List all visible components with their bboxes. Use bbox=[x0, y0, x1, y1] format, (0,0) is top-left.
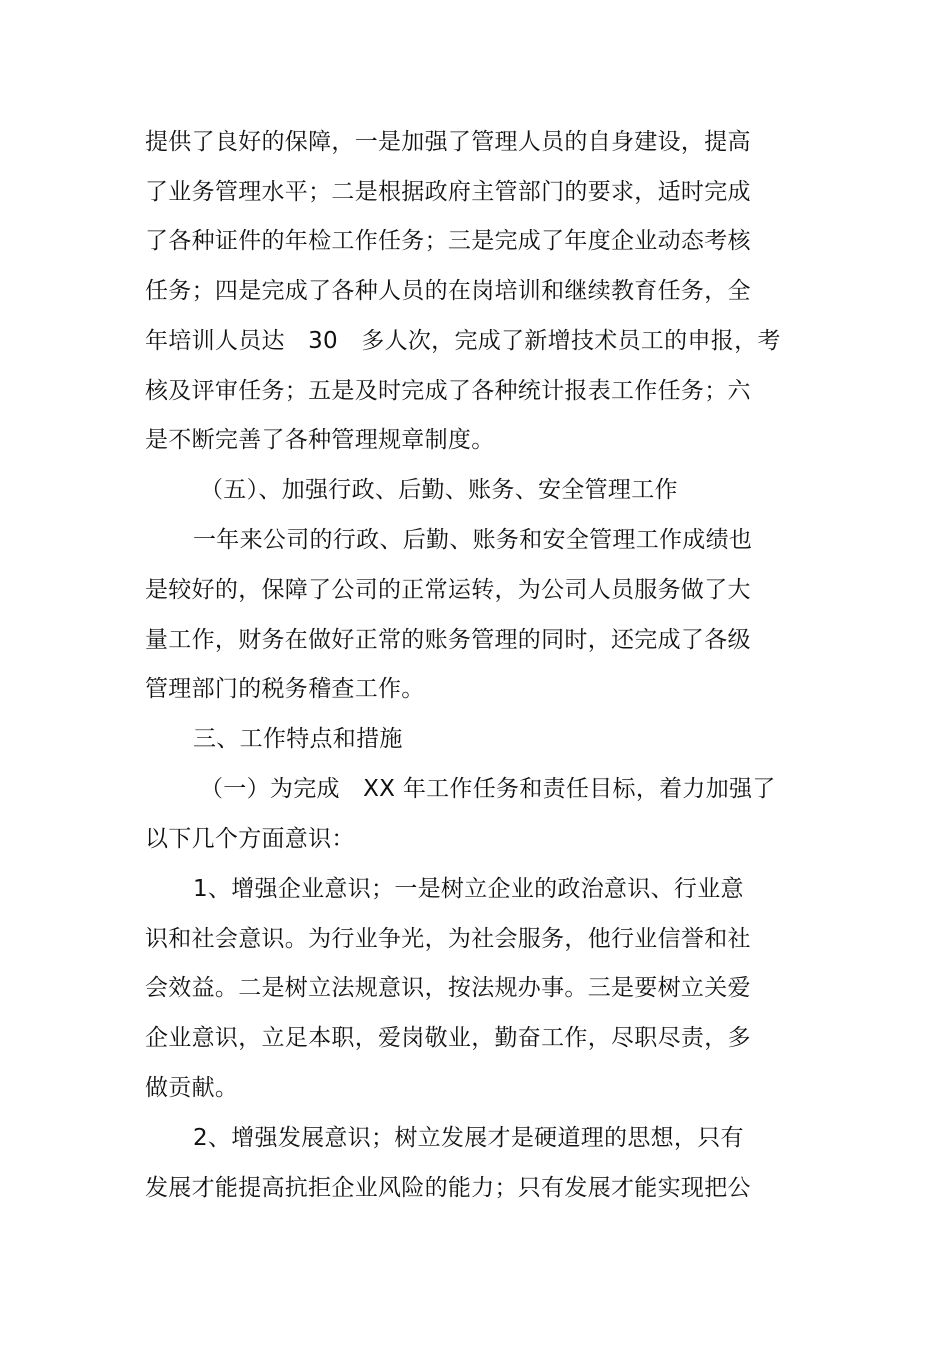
text-line: 会效益。二是树立法规意识，按法规办事。三是要树立关爱 bbox=[145, 975, 751, 1001]
text-line: 做贡献。 bbox=[145, 1075, 239, 1101]
text-line: 1、增强企业意识；一是树立企业的政治意识、行业意 bbox=[193, 876, 744, 902]
text-line: 了各种证件的年检工作任务；三是完成了年度企业动态考核 bbox=[145, 228, 751, 254]
text-line: 识和社会意识。为行业争光，为社会服务，他行业信誉和社 bbox=[145, 926, 751, 952]
section-heading: （五）、加强行政、后勤、账务、安全管理工作 bbox=[200, 477, 678, 503]
text-line: 提供了良好的保障，一是加强了管理人员的自身建设，提高 bbox=[145, 129, 751, 155]
section-heading: 三、工作特点和措施 bbox=[193, 726, 403, 752]
text-line: 是不断完善了各种管理规章制度。 bbox=[145, 427, 495, 453]
text-line: 一年来公司的行政、后勤、账务和安全管理工作成绩也 bbox=[193, 527, 753, 553]
text-line: 了业务管理水平；二是根据政府主管部门的要求，适时完成 bbox=[145, 179, 751, 205]
text-line: 任务；四是完成了各种人员的在岗培训和继续教育任务，全 bbox=[145, 278, 751, 304]
text-line: 发展才能提高抗拒企业风险的能力；只有发展才能实现把公 bbox=[145, 1175, 751, 1201]
text-line: 量工作，财务在做好正常的账务管理的同时，还完成了各级 bbox=[145, 627, 751, 653]
text-line: 核及评审任务；五是及时完成了各种统计报表工作任务；六 bbox=[145, 378, 751, 404]
text-line: 以下几个方面意识： bbox=[145, 826, 355, 852]
text-line: 2、增强发展意识；树立发展才是硬道理的思想，只有 bbox=[193, 1125, 744, 1151]
text-line: 年培训人员达 30 多人次，完成了新增技术员工的申报，考 bbox=[145, 328, 781, 354]
text-line: （一）为完成 XX 年工作任务和责任目标，着力加强了 bbox=[200, 776, 776, 802]
text-line: 企业意识，立足本职，爱岗敬业，勤奋工作，尽职尽责，多 bbox=[145, 1025, 751, 1051]
text-line: 管理部门的税务稽查工作。 bbox=[145, 676, 425, 702]
text-line: 是较好的，保障了公司的正常运转，为公司人员服务做了大 bbox=[145, 577, 751, 603]
